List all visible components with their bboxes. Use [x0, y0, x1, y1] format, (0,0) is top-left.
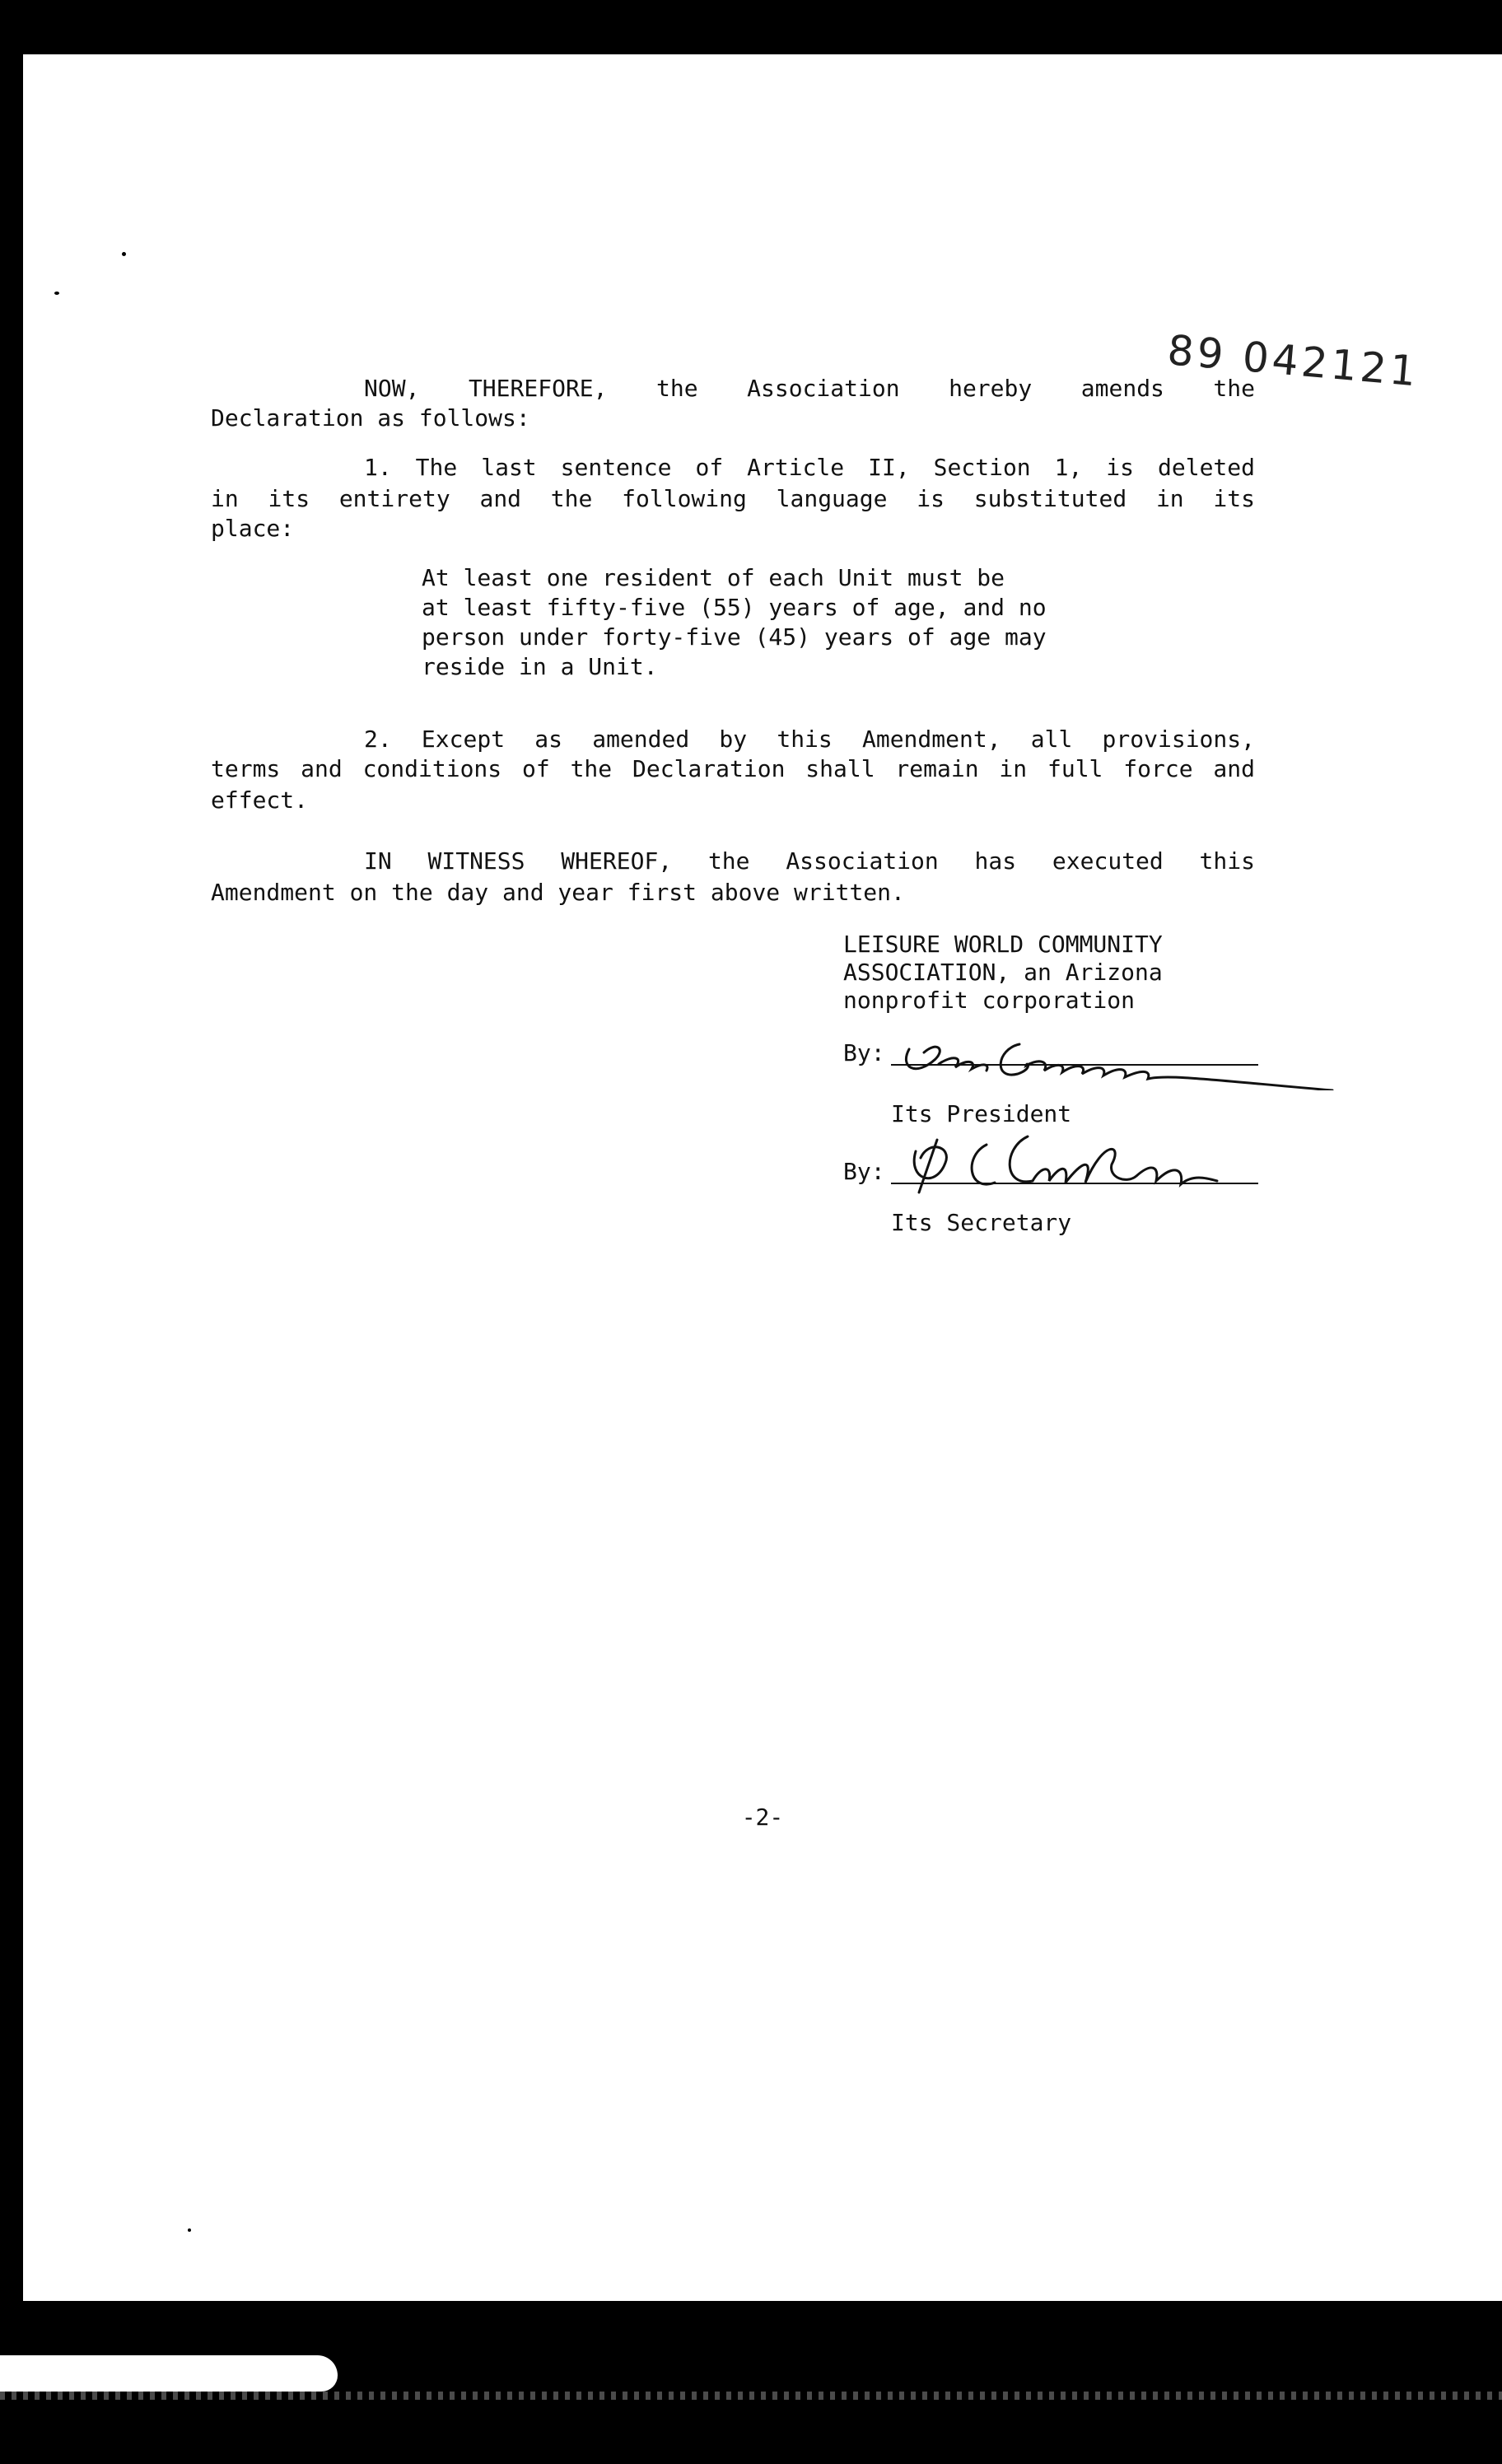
- quote-line-2: at least fifty-five (55) years of age, and no: [422, 594, 1047, 621]
- secretary-signature: [888, 1107, 1266, 1197]
- quote-line-4: reside in a Unit.: [422, 653, 658, 680]
- intro-line-2: Declaration as follows:: [211, 404, 530, 432]
- scan-edge-artifact: [0, 2355, 338, 2392]
- quote-line-1: At least one resident of each Unit must be: [422, 564, 1005, 591]
- scan-edge-strip: [0, 2392, 1502, 2400]
- president-signature: [888, 1016, 1349, 1090]
- paragraph-2: [211, 725, 1255, 754]
- p1-line-2: in its entirety and the following language is substituted in its: [211, 485, 1255, 512]
- scan-speck: [122, 252, 126, 256]
- paragraph-1: [211, 453, 1255, 483]
- p1-line-3: place:: [211, 515, 295, 542]
- org-line-3: nonprofit corporation: [843, 987, 1136, 1014]
- witness-line-1: IN WITNESS WHEREOF, the Association has executed this: [364, 847, 1255, 875]
- secretary-title: Its Secretary: [891, 1209, 1072, 1236]
- org-line-1: LEISURE WORLD COMMUNITY: [843, 931, 1163, 958]
- substituted-language: [422, 563, 1080, 682]
- p2-line-3: effect.: [211, 786, 309, 814]
- document-page: [23, 54, 1502, 2301]
- p1-line-1: 1. The last sentence of Article II, Section 1, is deleted: [364, 454, 1255, 481]
- intro-paragraph: [211, 374, 1255, 404]
- scan-speck: [188, 2228, 191, 2232]
- p2-line-1: 2. Except as amended by this Amendment, all provisions,: [364, 726, 1255, 753]
- signature-block: [843, 931, 1163, 1015]
- by-label-president: By:: [843, 1039, 885, 1066]
- scan-speck: [54, 292, 59, 295]
- witness-paragraph: [211, 847, 1255, 876]
- intro-line-1: NOW, THEREFORE, the Association hereby amends the: [364, 375, 1255, 402]
- witness-line-2: Amendment on the day and year first above written.: [211, 879, 905, 906]
- document-number-stamp: 89 042121: [1165, 326, 1421, 396]
- president-title: Its President: [891, 1100, 1072, 1127]
- p2-line-2: terms and conditions of the Declaration shall remain in full force and: [211, 755, 1255, 782]
- by-label-secretary: By:: [843, 1158, 885, 1185]
- quote-line-3: person under forty-five (45) years of age may: [422, 623, 1047, 651]
- page-number: -2-: [741, 1804, 784, 1831]
- org-line-2: ASSOCIATION, an Arizona: [843, 959, 1163, 986]
